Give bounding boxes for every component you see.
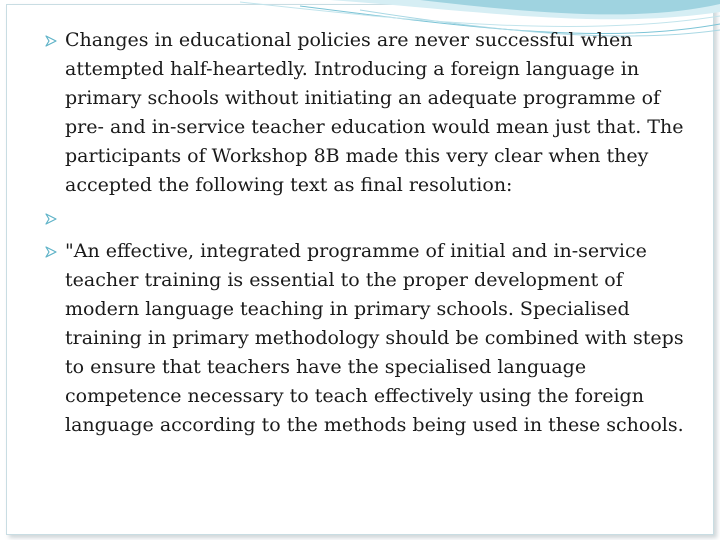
slide-content	[45, 26, 695, 444]
bullet-text: Changes in educational policies are never successful when attempted half-heartedly. Introducing a foreign language in primary schools without initiating an adequate programme of pre- and in-service teacher education would mean just that. The participants of Workshop 8B made this very clear when they accepted the following text as final resolution:	[65, 29, 684, 196]
bullet-item-2	[45, 204, 695, 233]
bullet-text: "An effective, integrated programme of initial and in-service teacher training is essential to the proper development of modern language teaching in primary schools. Specialised training in primary methodology should be combined with steps to ensure that teachers have the specialised language competence necessary to teach effectively using the foreign language according to the methods being used in these schools.	[65, 240, 684, 436]
bullet-item-3	[45, 237, 695, 440]
bullet-item-1	[45, 26, 695, 200]
hollow-arrow-bullet-icon	[45, 35, 57, 47]
hollow-arrow-bullet-icon	[45, 246, 57, 258]
hollow-arrow-bullet-icon	[45, 213, 57, 225]
